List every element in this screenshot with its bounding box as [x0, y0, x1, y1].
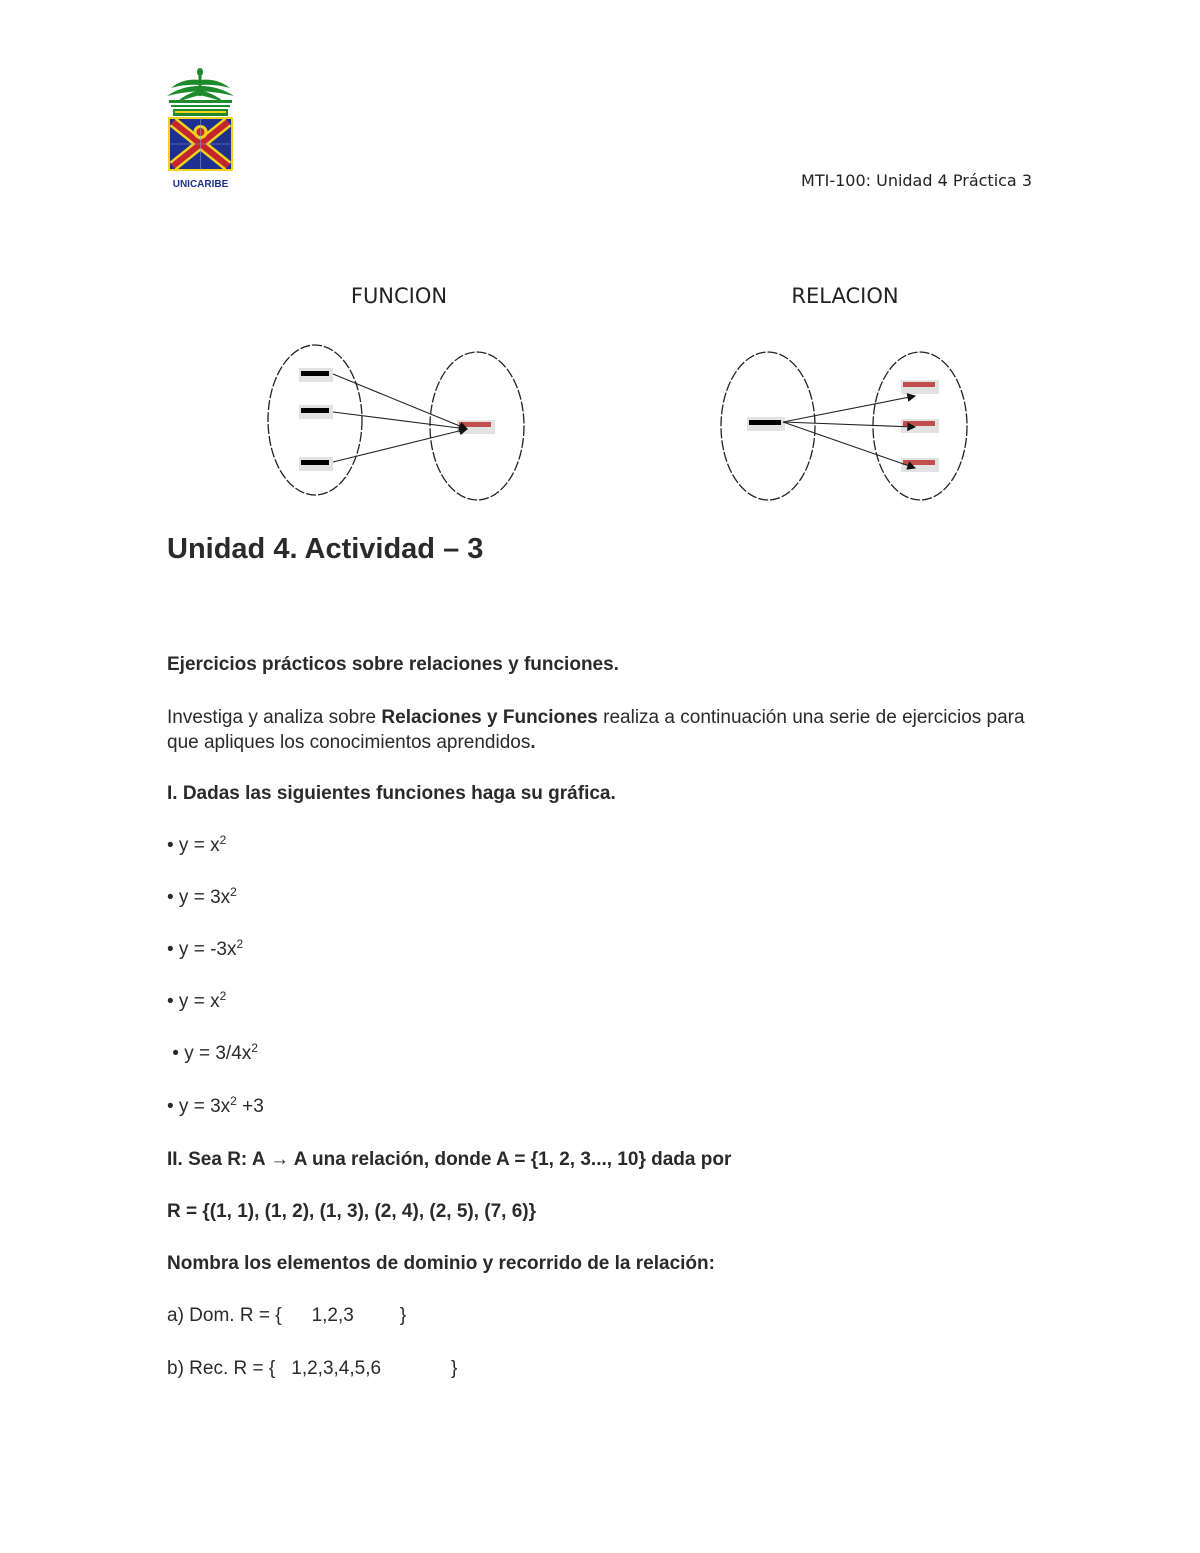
relacion-diagram-title: RELACION — [791, 284, 899, 308]
codomain-element-1 — [901, 380, 939, 394]
logo-wordmark: UNICARIBE — [172, 179, 229, 190]
relation-set: R = {(1, 1), (1, 2), (1, 3), (2, 4), (2, 5), (7, 6)} — [167, 1201, 537, 1222]
function-item: • $y = x^2$ — [167, 989, 227, 1012]
intro-paragraph — [167, 705, 1047, 755]
relacion-diagram — [705, 330, 985, 510]
domain-close: } — [399, 1305, 407, 1326]
subtitle: Ejercicios prácticos sobre relaciones y funciones. — [167, 654, 619, 675]
unicaribe-logo — [163, 66, 238, 192]
funcion-diagram — [255, 330, 540, 510]
course-header: MTI-100: Unidad 4 Práctica 3 — [801, 171, 1032, 190]
arrow-2 — [783, 422, 915, 427]
range-close: } — [451, 1358, 458, 1379]
section-2-instruction: Nombra los elementos de dominio y recorrido de la relación: — [167, 1253, 715, 1274]
range-answer — [167, 1358, 457, 1380]
domain-set-ellipse — [268, 345, 362, 495]
intro-text-before: Investiga y analiza sobre — [167, 707, 382, 728]
domain-element-1 — [299, 368, 333, 382]
arrow-3 — [333, 429, 467, 462]
shield — [169, 118, 232, 170]
function-item: • $y = 3/4x^2$ — [167, 1041, 258, 1064]
domain-label: a) Dom. R = { — [167, 1305, 282, 1326]
function-item: • $y = x^2$ — [167, 833, 227, 856]
palm-crest — [167, 68, 234, 116]
intro-text-bold: Relaciones y Funciones — [381, 707, 598, 728]
intro-text-end: . — [530, 732, 536, 753]
arrow-3 — [783, 422, 915, 468]
domain-element — [747, 417, 785, 431]
domain-value: 1,2,3 — [311, 1305, 354, 1326]
range-value: 1,2,3,4,5,6 — [291, 1358, 382, 1379]
activity-title: Unidad 4. Actividad – 3 — [167, 533, 484, 565]
domain-answer — [167, 1305, 406, 1327]
domain-element-3 — [299, 457, 333, 471]
domain-element-2 — [299, 405, 333, 419]
intro-text-after: realiza a continuación una serie de ejercicios para que apliques los conocimientos aprendidos — [167, 707, 1025, 753]
section-2-title: II. Sea R: A → A una relación, donde A = {1, 2, 3..., 10} dada por — [167, 1149, 732, 1170]
section-1-title: I. Dadas las siguientes funciones haga su gráfica. — [167, 783, 616, 804]
range-label: b) Rec. R = { — [167, 1358, 276, 1379]
arrow-1 — [783, 396, 915, 422]
codomain-element-2 — [901, 419, 939, 433]
function-item: • $y = -3x^2$ — [167, 937, 244, 960]
function-item: • $y = 3x^2 +3$ — [167, 1094, 264, 1117]
funcion-diagram-title: FUNCION — [350, 284, 448, 308]
function-item: • $y = 3x^2$ — [167, 885, 237, 908]
